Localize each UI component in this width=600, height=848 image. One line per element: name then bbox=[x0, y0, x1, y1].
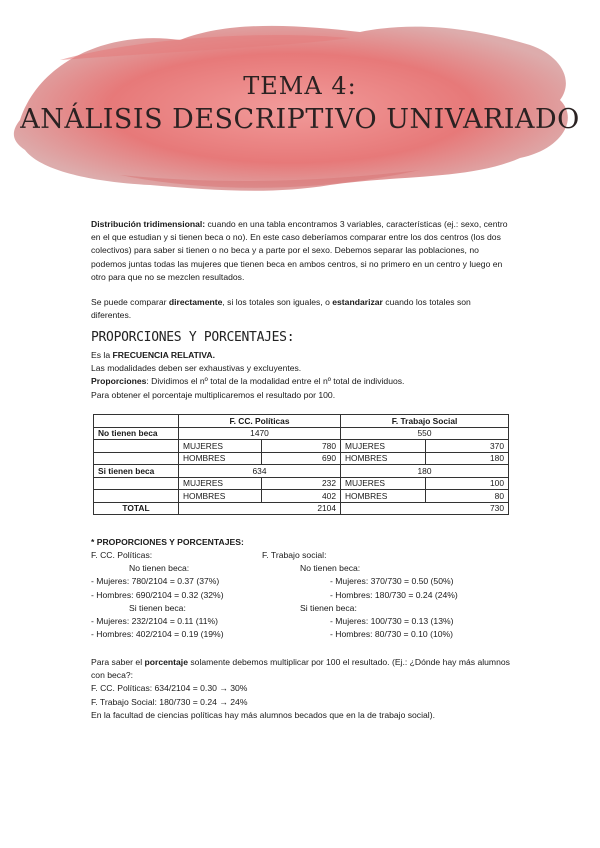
table-cell: HOMBRES bbox=[179, 452, 262, 465]
conclusion-paragraph bbox=[91, 656, 511, 722]
table-cell: 550 bbox=[341, 427, 509, 440]
section-line: Las modalidades deben ser exhaustivas y excluyentes. bbox=[91, 363, 302, 374]
compare-paragraph bbox=[91, 296, 511, 322]
table-cell: 1470 bbox=[179, 427, 341, 440]
section-text: Es la bbox=[91, 350, 113, 360]
intro-term: Distribución tridimensional: bbox=[91, 219, 206, 229]
section-body bbox=[91, 349, 511, 402]
table-cell bbox=[94, 427, 179, 440]
table-cell: 80 bbox=[426, 490, 509, 503]
table-cell bbox=[94, 452, 179, 465]
conclusion-line: F. Trabajo Social: 180/730 = 0.24 → 24% bbox=[91, 696, 248, 707]
table-cell: HOMBRES bbox=[341, 452, 426, 465]
row-label: Si tienen beca bbox=[98, 465, 155, 476]
title-line-2: ANÁLISIS DESCRIPTIVO UNIVARIADO bbox=[20, 104, 580, 135]
intro-paragraph bbox=[91, 218, 511, 284]
props-line: - Hombres: 690/2104 = 0.32 (32%) bbox=[91, 589, 224, 600]
table-cell: 402 bbox=[262, 490, 341, 503]
props-line: - Mujeres: 100/730 = 0.13 (13%) bbox=[330, 616, 454, 627]
props-group: No tienen beca: bbox=[300, 563, 361, 574]
frequency-table bbox=[93, 414, 509, 515]
table-cell bbox=[94, 502, 179, 515]
props-line: - Mujeres: 370/730 = 0.50 (50%) bbox=[330, 576, 454, 587]
conclusion-text: Para saber el bbox=[91, 657, 145, 667]
props-faculty: F. CC. Políticas: bbox=[91, 550, 153, 560]
table-cell: 100 bbox=[426, 477, 509, 490]
table-cell: 634 bbox=[179, 465, 341, 478]
table-cell: MUJERES bbox=[179, 440, 262, 453]
props-line: - Mujeres: 780/2104 = 0.37 (37%) bbox=[91, 576, 220, 587]
props-group: Si tienen beca: bbox=[129, 602, 186, 613]
table-header bbox=[341, 415, 509, 428]
table-cell bbox=[94, 415, 179, 428]
compare-text: , si los totales son iguales, o bbox=[222, 297, 333, 307]
section-term: Proporciones bbox=[91, 376, 147, 387]
table-cell bbox=[94, 477, 179, 490]
props-line: - Hombres: 402/2104 = 0.19 (19%) bbox=[91, 629, 224, 640]
props-faculty: F. Trabajo social: bbox=[262, 550, 327, 560]
conclusion-line: F. CC. Políticas: 634/2104 = 0.30 → 30% bbox=[91, 683, 248, 694]
props-heading bbox=[91, 536, 511, 549]
table-cell: 730 bbox=[341, 502, 509, 515]
props-group: Si tienen beca: bbox=[300, 602, 357, 613]
table-cell: MUJERES bbox=[341, 440, 426, 453]
compare-text: cuando los totales son diferentes. bbox=[91, 297, 471, 321]
table-cell: 180 bbox=[341, 465, 509, 478]
table-cell bbox=[94, 490, 179, 503]
table-row bbox=[94, 415, 509, 428]
table-cell: 2104 bbox=[179, 502, 341, 515]
compare-text: Se puede comparar bbox=[91, 297, 169, 307]
table-cell: 232 bbox=[262, 477, 341, 490]
props-group: No tienen beca: bbox=[129, 563, 190, 574]
table-row bbox=[94, 477, 509, 490]
props-left-column bbox=[91, 549, 224, 641]
table-cell: 180 bbox=[426, 452, 509, 465]
table-cell: 370 bbox=[426, 440, 509, 453]
title-line-1: TEMA 4: bbox=[243, 72, 357, 100]
compare-term-standardize: estandarizar bbox=[332, 297, 383, 307]
conclusion-line: En la facultad de ciencias políticas hay más alumnos becados que en la de trabajo social). bbox=[91, 709, 435, 720]
table-cell: MUJERES bbox=[341, 477, 426, 490]
table-cell: MUJERES bbox=[179, 477, 262, 490]
table-cell: 690 bbox=[262, 452, 341, 465]
title-banner bbox=[0, 0, 600, 210]
table-row bbox=[94, 440, 509, 453]
section-line: Para obtener el porcentaje multiplicaremos el resultado por 100. bbox=[91, 389, 336, 400]
table-cell: HOMBRES bbox=[341, 490, 426, 503]
table-header-label: F. CC. Políticas bbox=[229, 415, 290, 426]
table-row bbox=[94, 490, 509, 503]
section-heading: PROPORCIONES Y PORCENTAJES: bbox=[91, 330, 295, 345]
section-text: : Dividimos el nº total de la modalidad entre el nº total de individuos. bbox=[146, 376, 405, 387]
row-label: No tienen beca bbox=[98, 428, 158, 439]
props-line: - Hombres: 180/730 = 0.24 (24%) bbox=[330, 589, 458, 600]
props-line: - Mujeres: 232/2104 = 0.11 (11%) bbox=[91, 616, 218, 627]
props-right-column bbox=[262, 549, 458, 641]
intro-text: cuando en una tabla encontramos 3 variables, características (ej.: sexo, centro en el que estudian y si tienen beca o no). En este caso deberíamos comparar entre los dos centros (los dos colectivos) para saber si tienen o no beca y a parte por el sexo. Debemos separar las poblaciones, no podemos juntas todas las mujeres que tienen beca en ambos centros, si no primero en un centro y luego en otro para que no se mezclen resultados. bbox=[91, 219, 508, 282]
table-row bbox=[94, 427, 509, 440]
conclusion-term: porcentaje bbox=[144, 657, 188, 667]
table-row bbox=[94, 452, 509, 465]
table-row bbox=[94, 502, 509, 515]
total-label: TOTAL bbox=[122, 503, 150, 514]
table-cell: HOMBRES bbox=[179, 490, 262, 503]
table-header bbox=[179, 415, 341, 428]
conclusion-text: solamente debemos multiplicar por 100 el resultado. (Ej.: ¿Dónde hay más alumnos con beca?: bbox=[91, 657, 510, 681]
table-header-label: F. Trabajo Social bbox=[391, 415, 458, 426]
table-cell bbox=[94, 440, 179, 453]
props-line: - Hombres: 80/730 = 0.10 (10%) bbox=[330, 629, 454, 640]
section-term: FRECUENCIA RELATIVA. bbox=[112, 350, 215, 360]
compare-term-direct: directamente bbox=[168, 297, 223, 307]
table-cell: 780 bbox=[262, 440, 341, 453]
props-heading-text: * PROPORCIONES Y PORCENTAJES: bbox=[91, 537, 244, 547]
table-row bbox=[94, 465, 509, 478]
table-cell bbox=[94, 465, 179, 478]
